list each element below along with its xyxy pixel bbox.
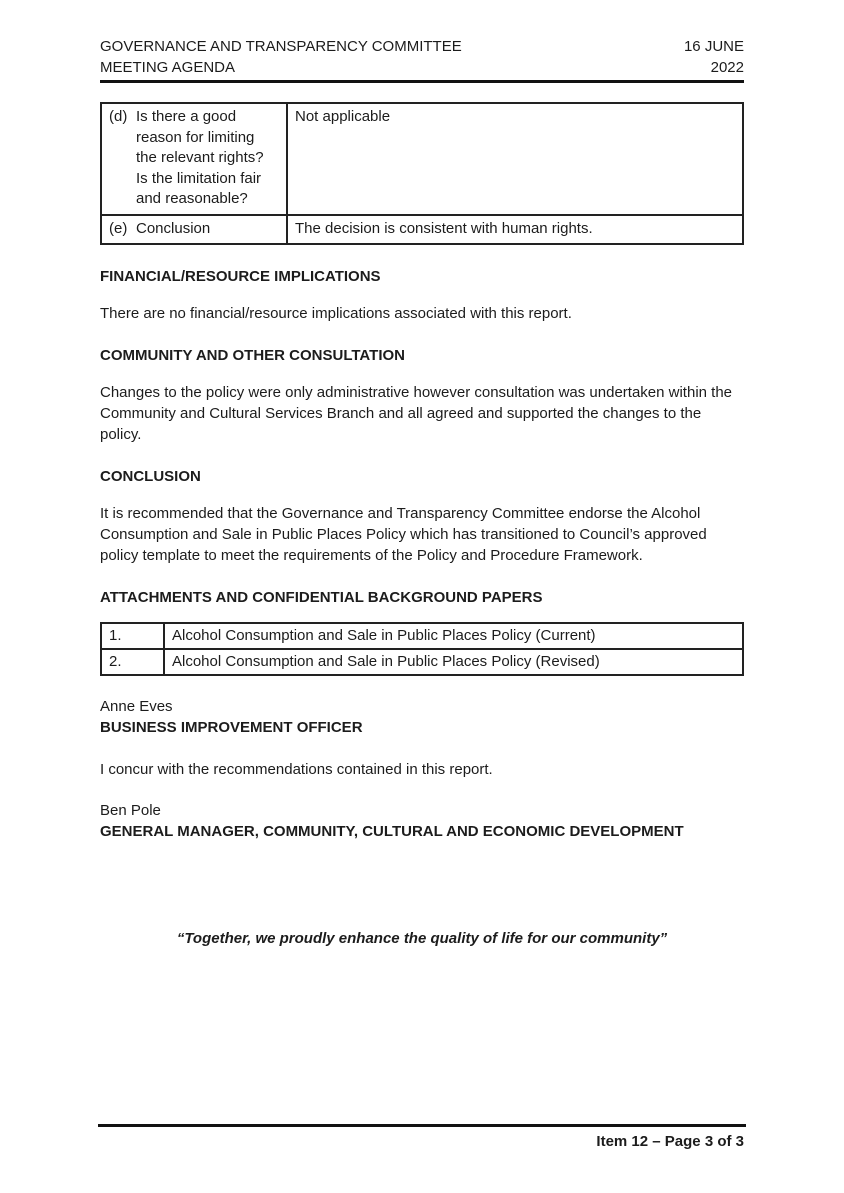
section-heading-consultation: COMMUNITY AND OTHER CONSULTATION bbox=[100, 347, 405, 364]
row-answer: The decision is consistent with human rights. bbox=[287, 215, 743, 245]
table-row bbox=[101, 649, 743, 675]
section-heading-attachments: ATTACHMENTS AND CONFIDENTIAL BACKGROUND PAPERS bbox=[100, 589, 543, 606]
table-row bbox=[101, 623, 743, 649]
section-body-conclusion: It is recommended that the Governance and Transparency Committee endorse the Alcohol Consumption and Sale in Public Places Policy which has transitioned to Council’s approved policy template to meet the requirements of the Policy and Procedure Framework. bbox=[100, 505, 707, 564]
signature-block-general-manager bbox=[100, 800, 744, 842]
meeting-date-day: 16 JUNE bbox=[683, 38, 744, 55]
committee-name: GOVERNANCE AND TRANSPARENCY COMMITTEE bbox=[100, 38, 462, 55]
section-heading-financial: FINANCIAL/RESOURCE IMPLICATIONS bbox=[100, 268, 381, 285]
header-committee-block bbox=[100, 36, 462, 78]
section-heading-conclusion: CONCLUSION bbox=[100, 468, 201, 485]
section-body-consultation: Changes to the policy were only administrative however consultation was undertaken within the Community and Cultural Services Branch and all agreed and supported the changes to the policy. bbox=[100, 384, 733, 443]
section-body-financial: There are no financial/resource implications associated with this report. bbox=[100, 305, 572, 322]
community-quote: “Together, we proudly enhance the quality of life for our community” bbox=[176, 930, 668, 947]
document-header bbox=[100, 36, 744, 78]
concur-statement: I concur with the recommendations contained in this report. bbox=[100, 761, 493, 778]
table-row bbox=[101, 103, 743, 215]
row-label: (d) bbox=[109, 108, 128, 125]
meeting-agenda-label: MEETING AGENDA bbox=[100, 59, 236, 76]
attachment-number: 1. bbox=[101, 623, 164, 649]
signatory-title: BUSINESS IMPROVEMENT OFFICER bbox=[100, 719, 363, 736]
attachment-number: 2. bbox=[101, 649, 164, 675]
meeting-date-year: 2022 bbox=[710, 59, 744, 76]
row-label: (e) bbox=[109, 219, 128, 237]
row-question: Conclusion bbox=[136, 219, 211, 237]
table-row bbox=[101, 215, 743, 245]
header-date-block bbox=[684, 36, 744, 78]
attachment-title: Alcohol Consumption and Sale in Public Places Policy (Current) bbox=[164, 623, 743, 649]
attachments-table bbox=[100, 622, 744, 676]
page-footer: Item 12 – Page 3 of 3 bbox=[596, 1133, 744, 1150]
signatory-name: Ben Pole bbox=[100, 802, 161, 819]
human-rights-table bbox=[100, 102, 744, 245]
row-answer: Not applicable bbox=[287, 103, 743, 215]
footer-rule bbox=[98, 1124, 746, 1127]
signatory-name: Anne Eves bbox=[100, 698, 173, 715]
header-rule bbox=[100, 80, 744, 83]
signatory-title: GENERAL MANAGER, COMMUNITY, CULTURAL AND ECONOMIC DEVELOPMENT bbox=[100, 823, 684, 840]
signature-block-officer bbox=[100, 696, 744, 738]
row-question: Is there a good reason for limiting the relevant rights? Is the limitation fair and reasonable? bbox=[136, 108, 264, 207]
attachment-title: Alcohol Consumption and Sale in Public Places Policy (Revised) bbox=[164, 649, 743, 675]
